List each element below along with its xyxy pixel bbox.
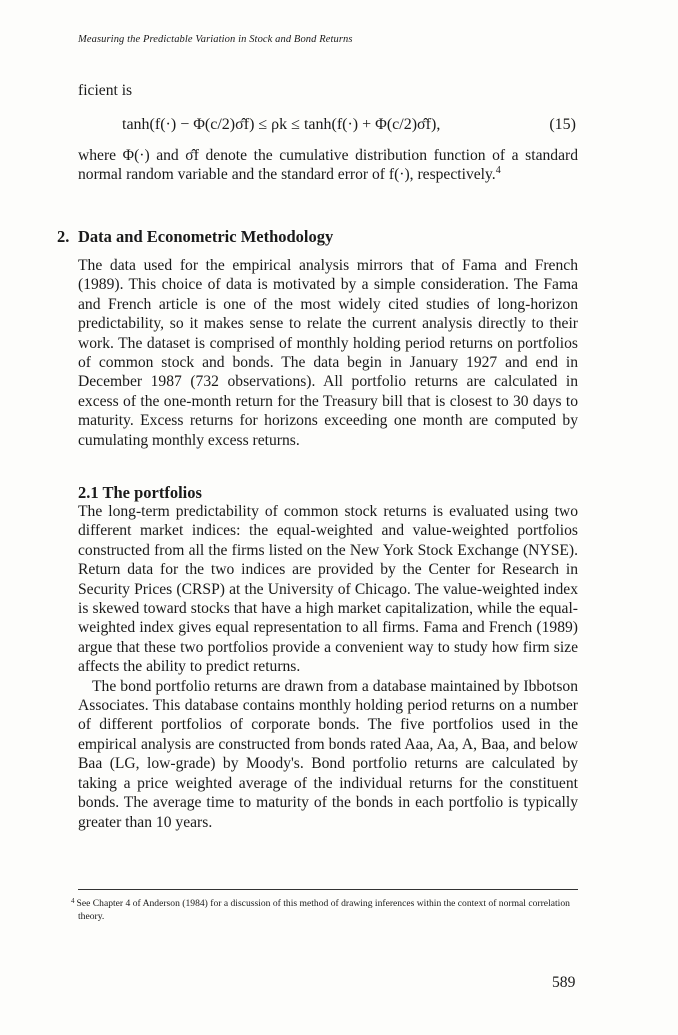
footnote-text: See Chapter 4 of Anderson (1984) for a discussion of this method of drawing inferences within the context of normal correlation theory. — [76, 898, 570, 922]
page-number: 589 — [552, 974, 576, 991]
section-heading — [57, 227, 333, 247]
subsection-paragraph-2: The bond portfolio returns are drawn from a database maintained by Ibbotson Associates. This database contains monthly holding period returns on a number of different portfolios of corporate bonds. The five portfolios used in the empirical analysis are constructed from bonds rated Aaa, Aa, A, Baa, and below Baa (LG, low-grade) by Moody's. Bond portfolio returns are calculated by taking a price weighted average of the individual returns for the constituent bonds. The average time to maturity of the bonds in each portfolio is typically greater than 10 years. — [78, 677, 578, 831]
where-paragraph — [78, 146, 578, 185]
subsection-paragraph-1: The long-term predictability of common stock returns is evaluated using two different market indices: the equal-weighted and value-weighted portfolios constructed from all the firms listed on the New York Stock Exchange (NYSE). Return data for the two indices are provided by the Center for Research in Security Prices (CRSP) at the University of Chicago. The value-weighted index is skewed toward stocks that have a high market capitalization, while the equal-weighted index gives equal representation to all firms. Fama and French (1989) argue that these two portfolios provide a convenient way to study how firm size affects the ability to predict returns. — [78, 503, 578, 676]
subsection-paragraphs — [78, 502, 578, 832]
equation-15 — [78, 116, 578, 138]
where-paragraph-text: where Φ(·) and σ̂f denote the cumulative distribution function of a standard normal random variable and the standard error of f(·), respectively. — [78, 147, 578, 184]
footnote-reference[interactable]: 4 — [495, 165, 501, 177]
section-title: Data and Econometric Methodology — [78, 227, 334, 246]
section-paragraph-block — [78, 256, 578, 450]
section-paragraph: The data used for the empirical analysis mirrors that of Fama and French (1989). This choice of data is motivated by a simple consideration. The Fama and French article is one of the most widely cited studies of long-horizon predictability, so it makes sense to relate the current analysis directly to their work. The dataset is comprised of monthly holding period returns on portfolios of common stock and bonds. The data begin in January 1927 and end in December 1987 (732 observations). All portfolio returns are calculated in excess of the one-month return for the Treasury bill that is closest to 30 days to maturity. Excess returns for horizons exceeding one month are computed by cumulating monthly excess returns. — [78, 257, 578, 449]
equation-body: tanh(f(·) − Φ(c/2)σ̂f) ≤ ρk ≤ tanh(f(·) + Φ(c/2)σ̂f), — [122, 116, 441, 133]
running-head: Measuring the Predictable Variation in Stock and Bond Returns — [78, 34, 353, 45]
lead-fragment: ficient is — [78, 82, 133, 99]
equation-number: (15) — [549, 116, 576, 133]
footnote-rule — [78, 889, 578, 890]
section-number: 2. — [57, 227, 70, 246]
subsection-heading: 2.1 The portfolios — [78, 483, 202, 502]
footnote-marker: 4 — [71, 897, 75, 905]
where-paragraph-block — [78, 146, 578, 185]
footnote — [71, 895, 578, 923]
